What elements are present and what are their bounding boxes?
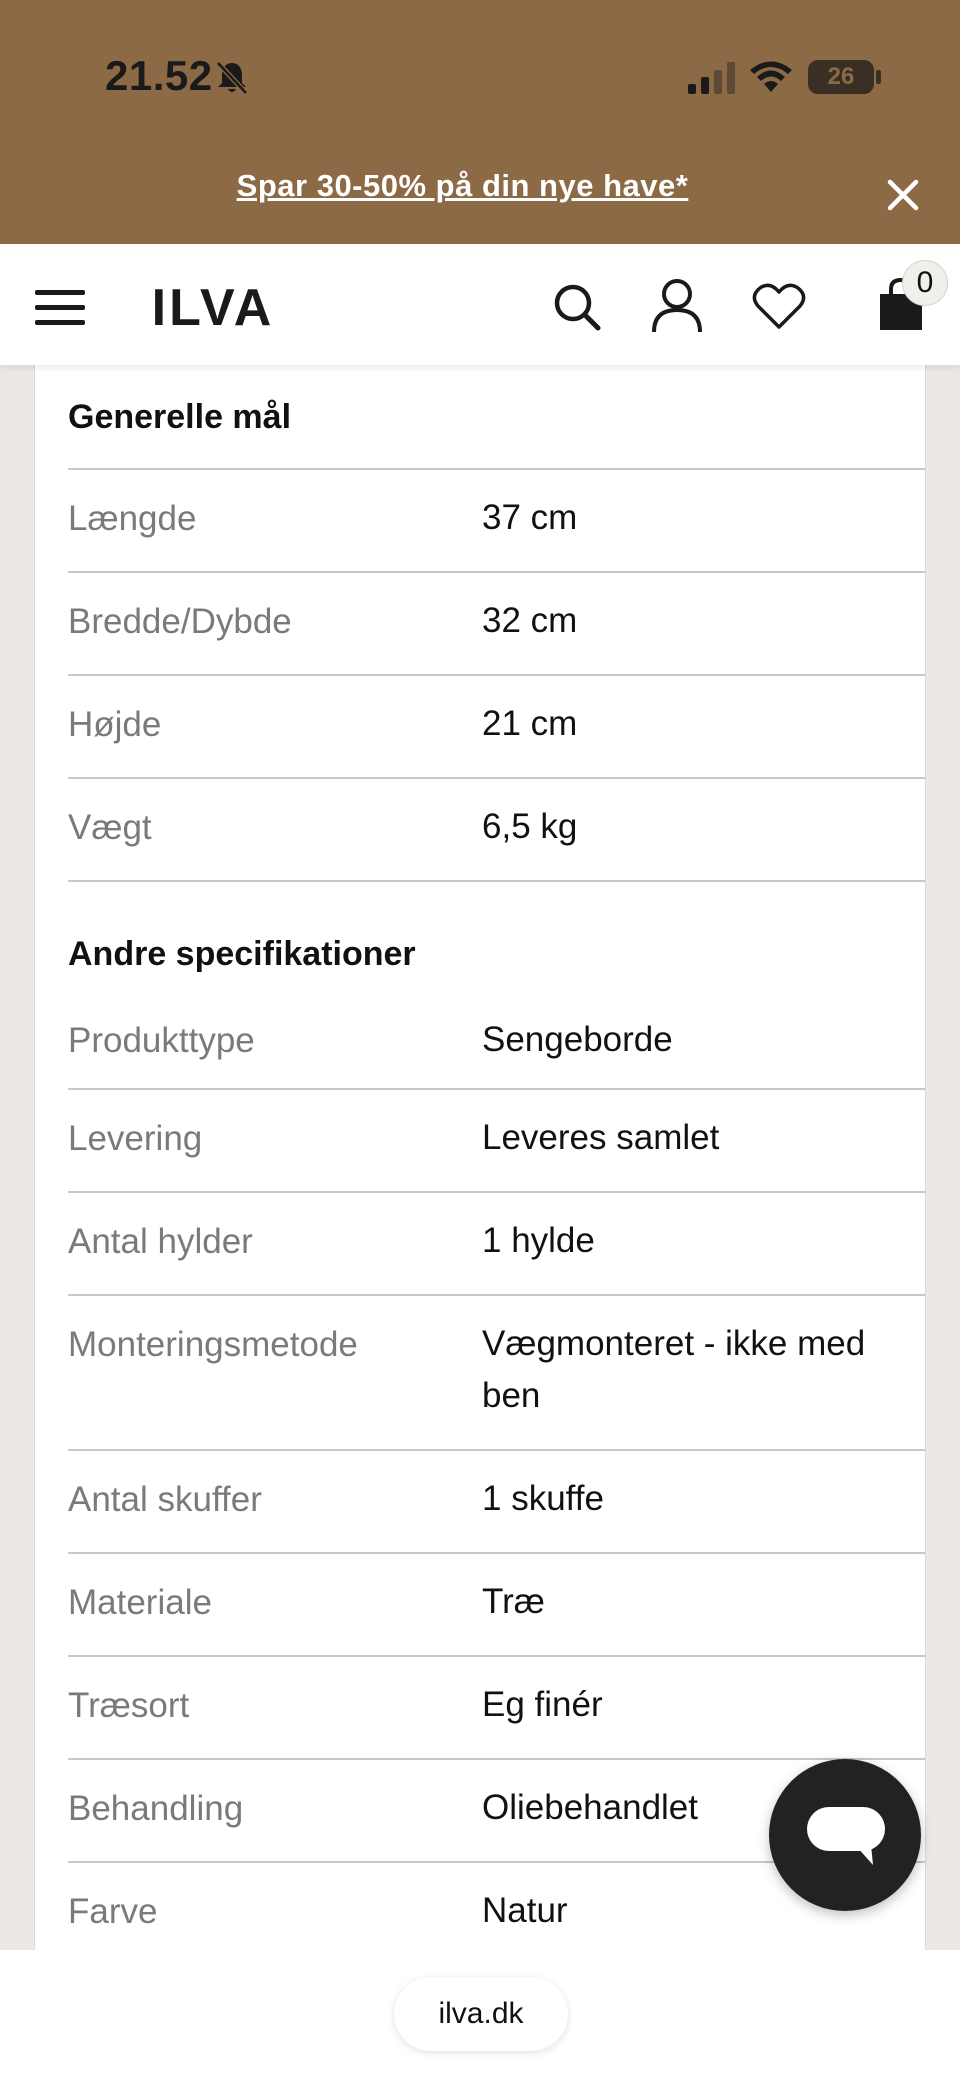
spec-label: Bredde/Dybde bbox=[68, 602, 292, 641]
ilva-logo[interactable] bbox=[138, 280, 288, 330]
spec-value: Eg finér bbox=[482, 1685, 603, 1724]
spec-value: Oliebehandlet bbox=[482, 1788, 698, 1827]
search-icon[interactable] bbox=[552, 282, 602, 332]
spec-value: Vægmonteret - ikke med ben bbox=[482, 1324, 866, 1415]
spec-row bbox=[68, 1657, 926, 1760]
chat-button[interactable] bbox=[769, 1759, 921, 1911]
spec-value: 1 hylde bbox=[482, 1221, 595, 1260]
spec-row bbox=[68, 573, 926, 676]
spec-row bbox=[68, 1090, 926, 1193]
spec-value: 37 cm bbox=[482, 498, 578, 537]
spec-label: Antal hylder bbox=[68, 1222, 253, 1261]
spec-label: Træsort bbox=[68, 1686, 190, 1725]
spec-label: Farve bbox=[68, 1892, 158, 1931]
spec-row bbox=[68, 1193, 926, 1296]
spec-label: Højde bbox=[68, 705, 162, 744]
heart-icon[interactable] bbox=[752, 282, 806, 330]
spec-label: Vægt bbox=[68, 808, 152, 847]
user-icon[interactable] bbox=[650, 278, 704, 334]
battery-tip bbox=[876, 70, 881, 84]
chat-icon bbox=[807, 1807, 885, 1867]
spec-value: Leveres samlet bbox=[482, 1118, 720, 1157]
promo-link[interactable]: Spar 30-50% på din nye have* bbox=[236, 168, 689, 203]
spec-row bbox=[68, 1554, 926, 1657]
specifications-card bbox=[34, 365, 926, 1950]
section-title-other: Andre specifikationer bbox=[68, 935, 416, 973]
cart-count-badge[interactable]: 0 bbox=[902, 260, 948, 306]
menu-icon[interactable] bbox=[35, 288, 85, 328]
svg-text:ILVA: ILVA bbox=[151, 280, 275, 330]
spec-value: Natur bbox=[482, 1891, 568, 1930]
spec-value: 1 skuffe bbox=[482, 1479, 604, 1518]
site-header bbox=[0, 244, 960, 365]
status-time: 21.52 bbox=[105, 52, 213, 99]
close-icon[interactable] bbox=[886, 178, 920, 212]
battery-level: 26 bbox=[827, 63, 855, 90]
bell-slash-icon bbox=[215, 60, 249, 96]
signal-icon bbox=[688, 62, 736, 94]
spec-label: Materiale bbox=[68, 1583, 212, 1622]
spec-row bbox=[68, 470, 926, 573]
spec-row bbox=[68, 1296, 926, 1451]
spec-row bbox=[68, 676, 926, 779]
spec-label: Levering bbox=[68, 1119, 203, 1158]
url-bar[interactable]: ilva.dk bbox=[394, 1977, 568, 2051]
spec-value: 21 cm bbox=[482, 704, 578, 743]
spec-row bbox=[68, 985, 926, 1090]
browser-bottom-bar bbox=[0, 1950, 960, 2087]
section-title-general: Generelle mål bbox=[68, 398, 292, 436]
spec-label: Behandling bbox=[68, 1789, 244, 1828]
spec-value: Sengeborde bbox=[482, 1020, 673, 1059]
spec-label: Antal skuffer bbox=[68, 1480, 262, 1519]
top-band bbox=[0, 0, 960, 244]
spec-row bbox=[68, 779, 926, 882]
spec-label: Monteringsmetode bbox=[68, 1325, 358, 1364]
spec-row bbox=[68, 1451, 926, 1554]
spec-value: 6,5 kg bbox=[482, 807, 578, 846]
spec-value: 32 cm bbox=[482, 601, 578, 640]
wifi-icon bbox=[750, 60, 792, 94]
spec-value: Træ bbox=[482, 1582, 545, 1621]
spec-label: Længde bbox=[68, 499, 197, 538]
spec-label: Produkttype bbox=[68, 1021, 255, 1060]
battery-icon bbox=[808, 60, 874, 94]
